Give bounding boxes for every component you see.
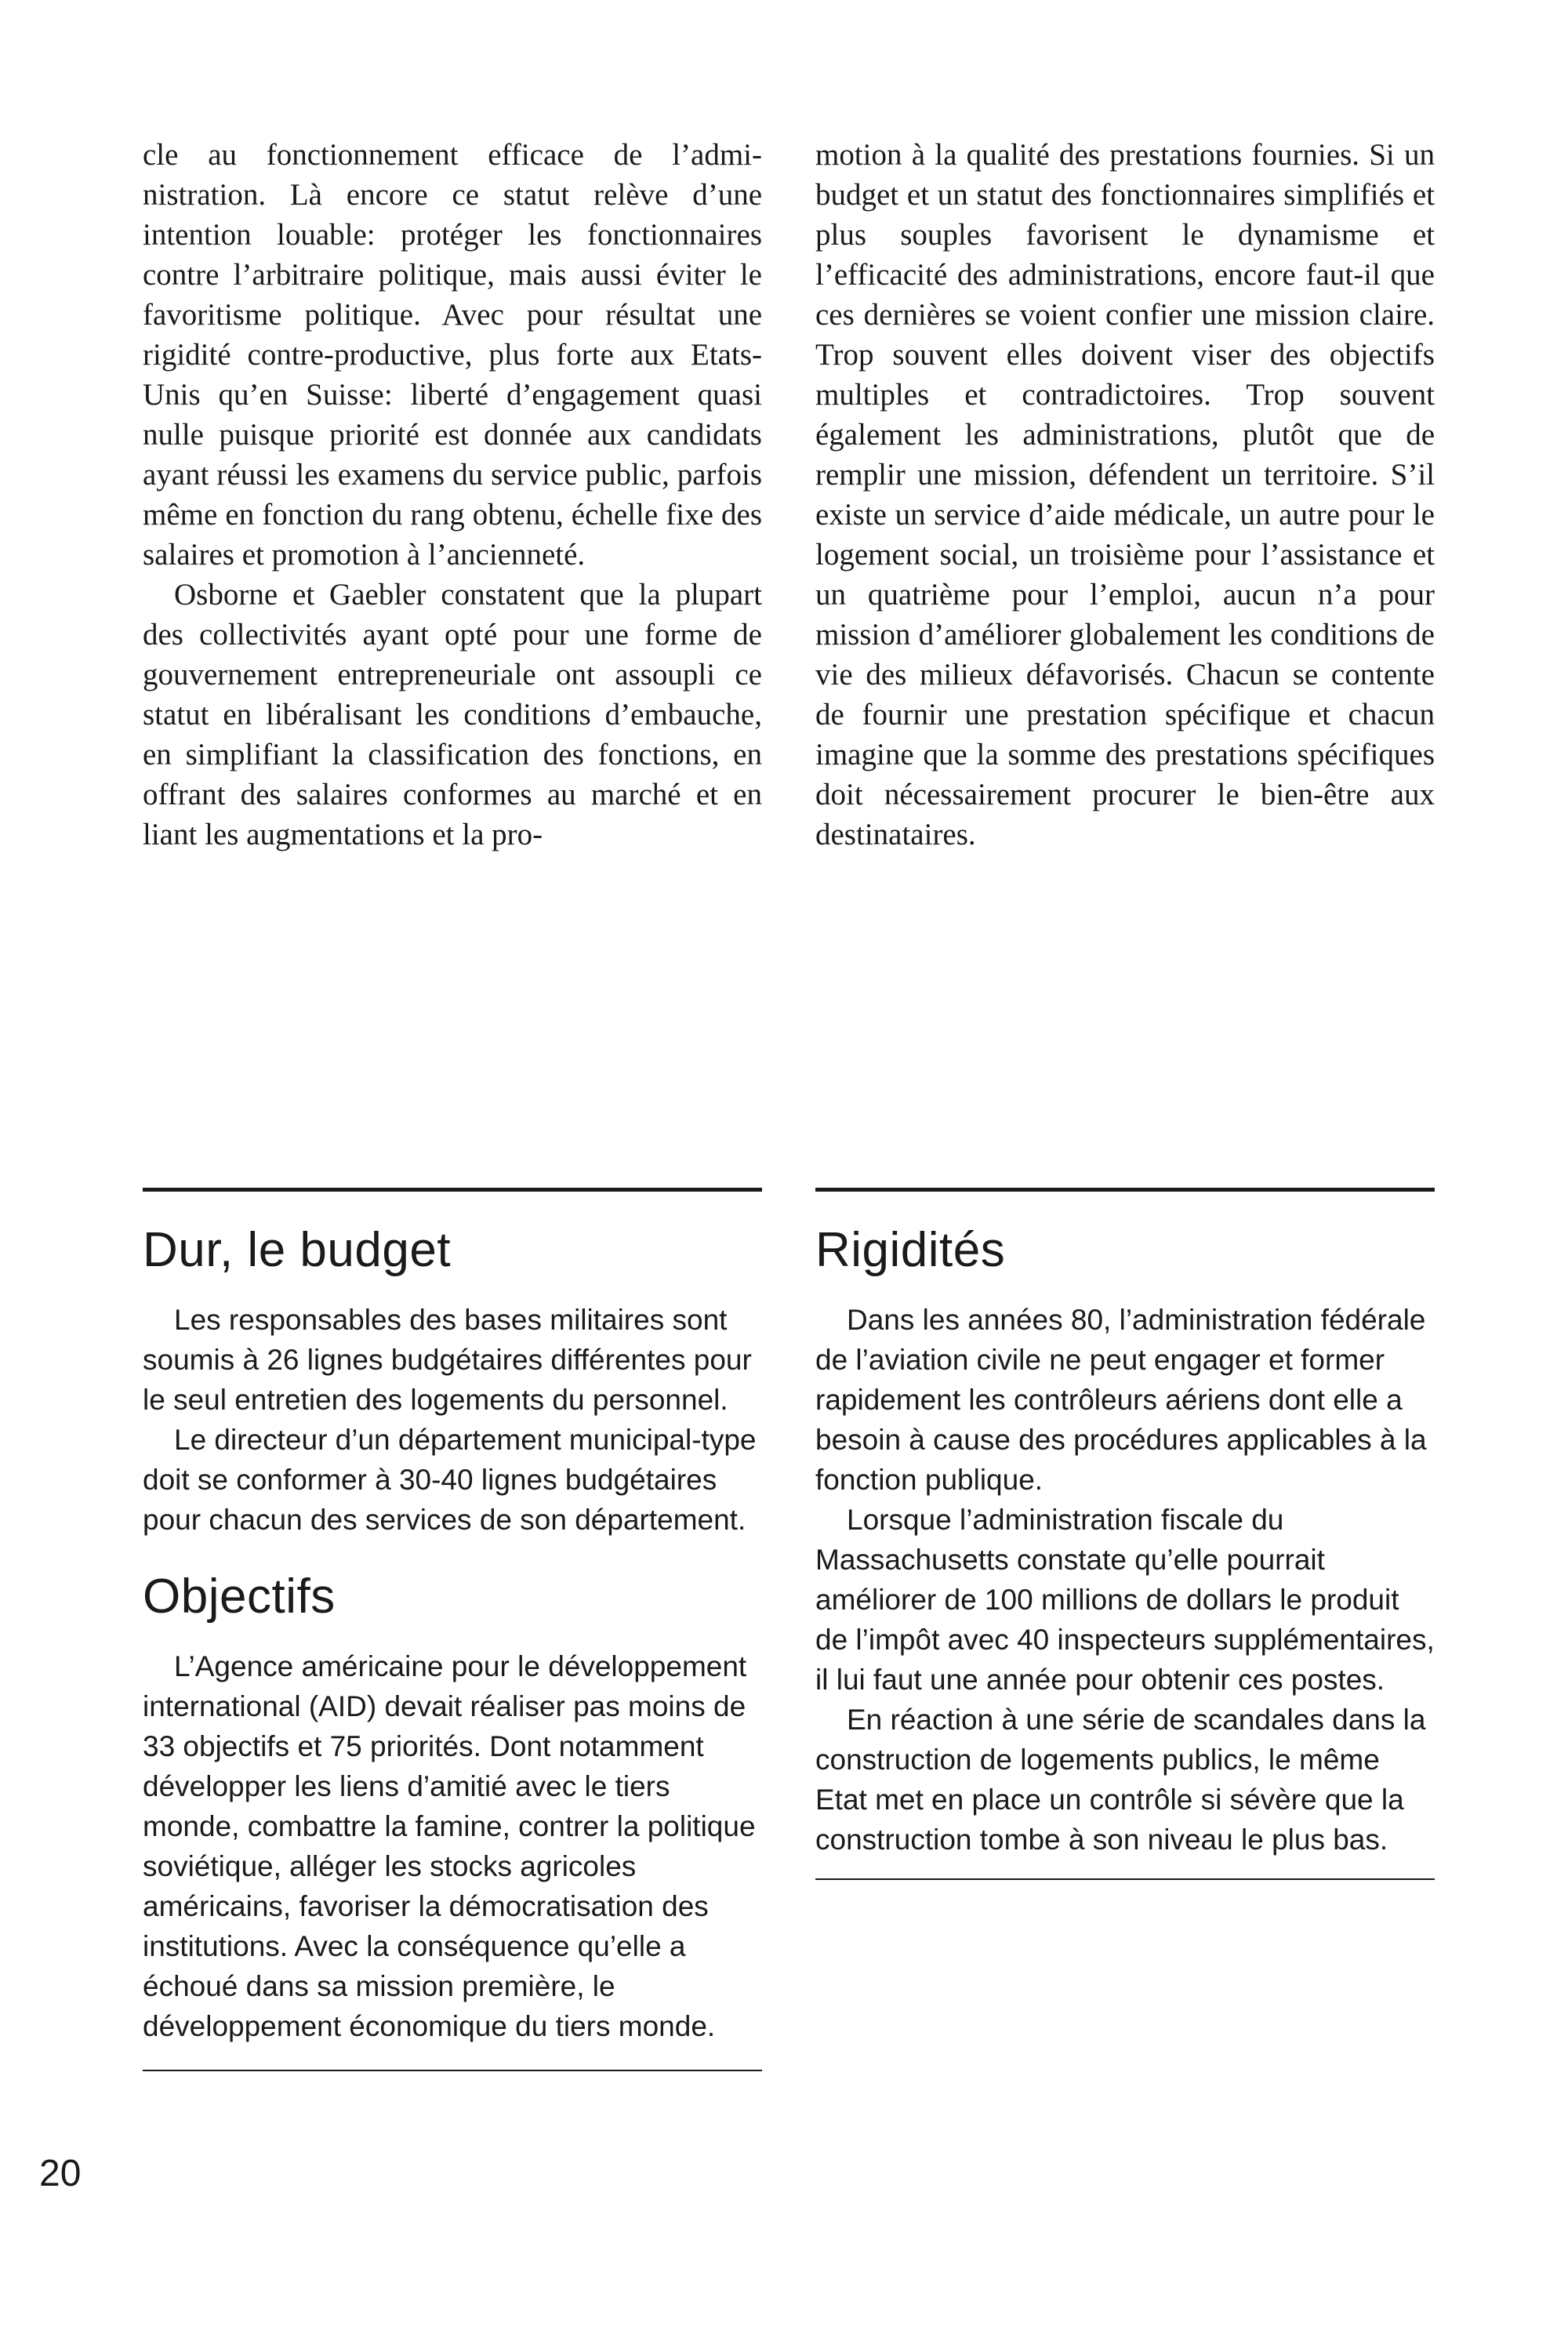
box-paragraph: Lorsque l’administration fiscale du Massachusetts constate qu’elle pourrait améliorer de 100 millions de dollars le produit de l’impôt avec 40 inspecteurs supplémentaires, il lui faut une année pour obtenir ces postes. [815, 1504, 1435, 1696]
main-text-right-column [815, 135, 1435, 855]
box-paragraph: Les responsables des bases militaires sont soumis à 26 lignes budgétaires différentes pour le seul entretien des logements du personnel. [143, 1304, 752, 1416]
sidebar-box-left [143, 1188, 762, 2071]
box-top-rule [815, 1188, 1435, 1192]
main-text-left-column [143, 135, 762, 855]
sidebar-box-right [815, 1188, 1435, 1880]
box-heading: Rigidités [815, 1223, 1006, 1277]
body-paragraph: cle au fonctionnement efficace de l’administration. Là encore ce statut relève d’une intention louable: protéger les fonctionnaires contre l’arbitraire politique, mais aussi éviter le favoritisme politique. Avec pour résultat une rigidité contre-productive, plus forte aux Etats-Unis qu’en Suisse: liberté d’engagement quasi nulle puisque priorité est donnée aux candidats ayant réussi les examens du service public, parfois même en fonction du rang obtenu, échelle fixe des salaires et promotion à l’ancienneté. [143, 138, 762, 572]
box-paragraph: En réaction à une série de scandales dans la construction de logements publics, le même Etat met en place un contrôle si sévère que la construction tombe à son niveau le plus bas. [815, 1704, 1426, 1856]
box-top-rule [143, 1188, 762, 1192]
body-paragraph: Osborne et Gaebler constatent que la plupart des collectivités ayant opté pour une forme de gouvernement entrepreneuriale ont assoupli ce statut en libéralisant les conditions d’embauche, en simplifiant la classification des fonctions, en offrant des salaires conformes au marché et en liant les augmentations et la pro- [143, 578, 762, 851]
box-heading: Dur, le budget [143, 1223, 452, 1277]
box-paragraph: Dans les années 80, l’administration fédérale de l’aviation civile ne peut engager et former rapidement les contrôleurs aériens dont elle a besoin à cause des procédures applicables à la fonction publique. [815, 1304, 1427, 1496]
page-number: 20 [39, 2153, 82, 2194]
box-paragraph: Le directeur d’un département municipal-type doit se conformer à 30-40 lignes budgétaires pour chacun des services de son département. [143, 1424, 757, 1536]
box-paragraph: L’Agence américaine pour le développement international (AID) devait réaliser pas moins de 33 objectifs et 75 priorités. Dont notamment développer les liens d’amitié avec le tiers monde, combattre la famine, contrer la politique soviétique, alléger les stocks agricoles américains, favoriser la démocratisation des institutions. Avec la conséquence qu’elle a échoué dans sa mission première, le développement économique du tiers monde. [143, 1650, 756, 2042]
box-bottom-rule [815, 1878, 1435, 1880]
body-paragraph: motion à la qualité des prestations fournies. Si un budget et un statut des fonctionnaires simplifiés et plus souples favorisent le dynamisme et l’efficacité des administrations, encore faut-il que ces dernières se voient confier une mission claire. Trop souvent elles doivent viser des objectifs multiples et contradictoires. Trop souvent également les administrations, plutôt que de remplir une mission, défendent un territoire. S’il existe un service d’aide médicale, un autre pour le logement social, un troisième pour l’assistance et un quatrième pour l’emploi, aucun n’a pour mission d’améliorer globalement les conditions de vie des milieux défavorisés. Chacun se contente de fournir une prestation spécifique et chacun imagine que la somme des prestations spécifiques doit nécessairement procurer le bien-être aux destinataires. [815, 138, 1435, 851]
box-heading: Objectifs [143, 1570, 336, 1624]
box-bottom-rule [143, 2070, 762, 2071]
